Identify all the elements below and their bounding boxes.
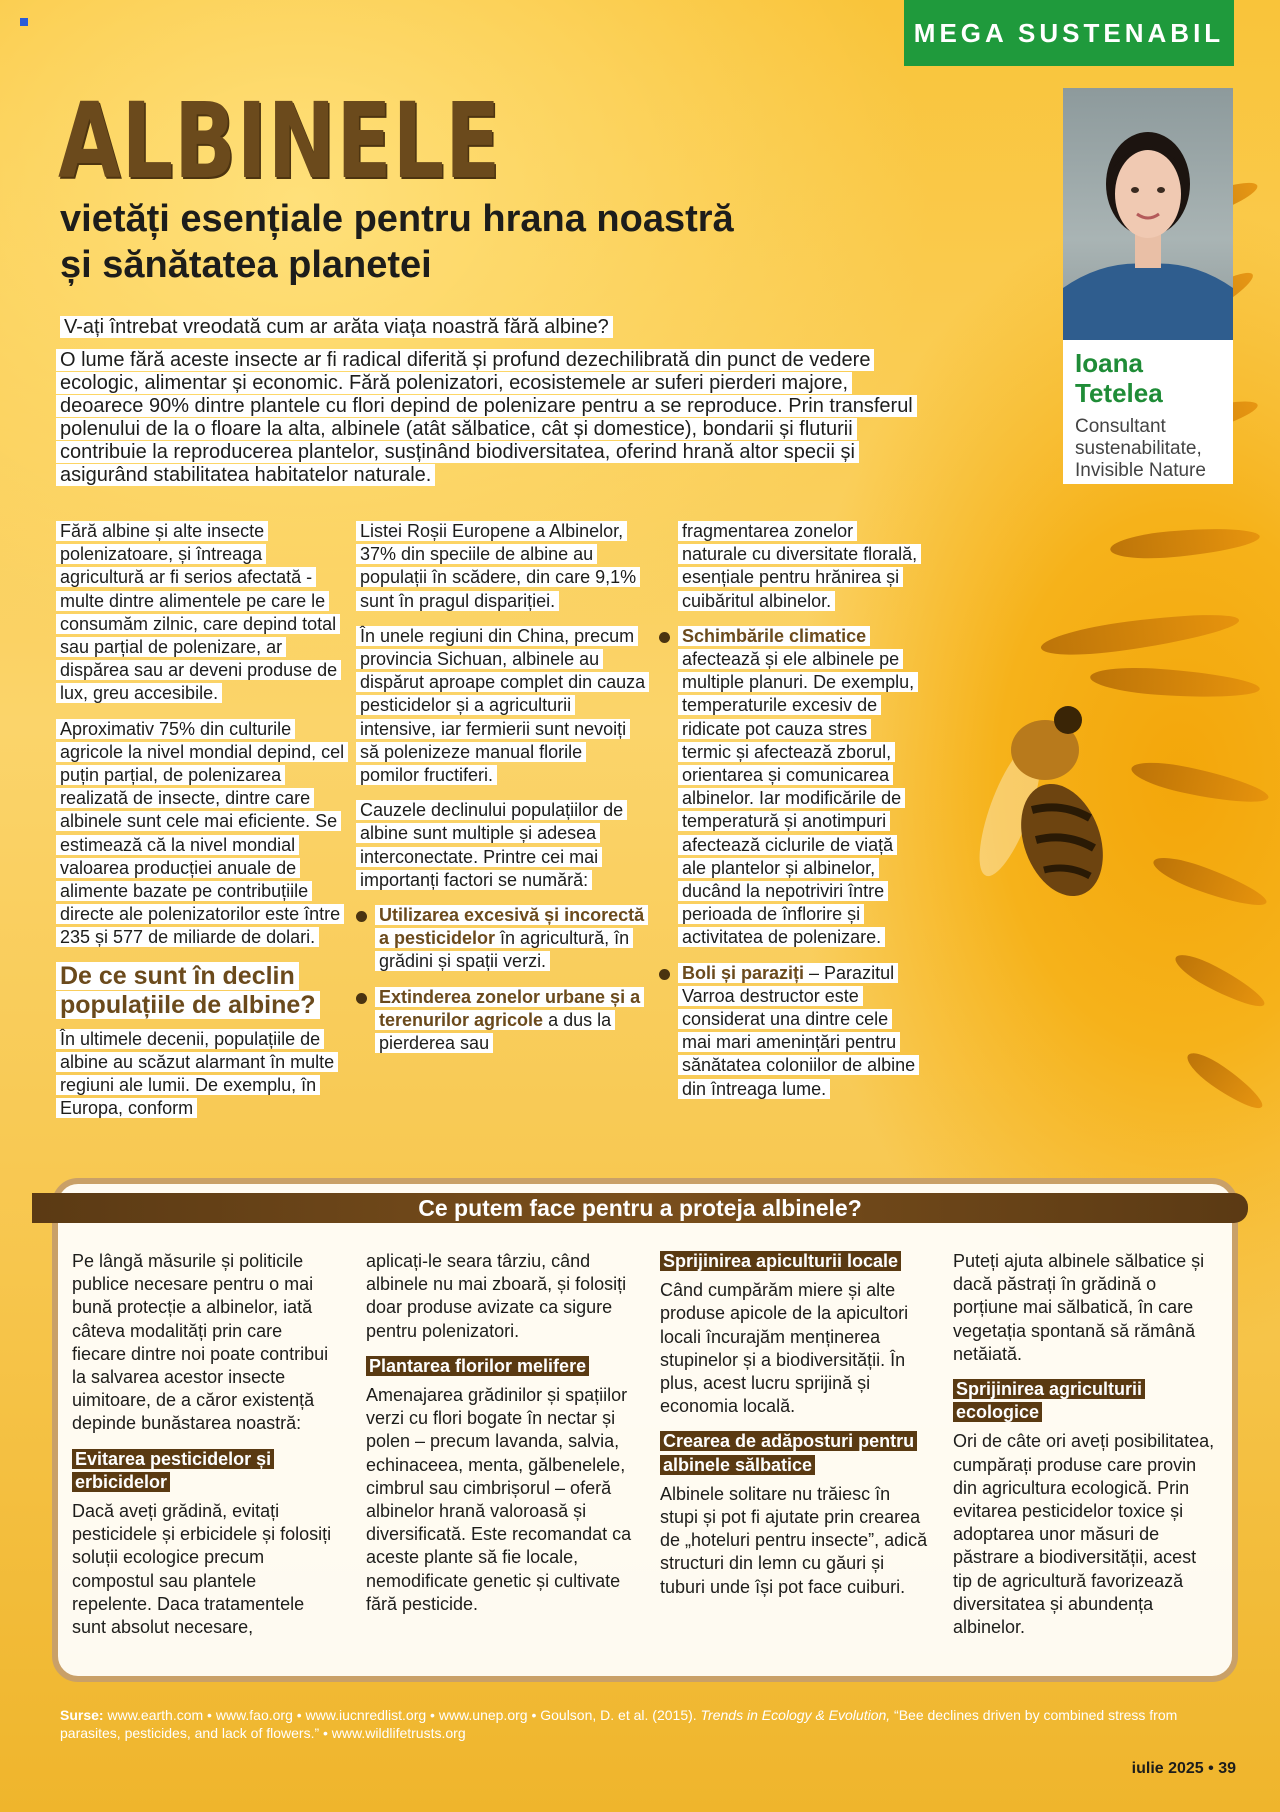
author-role: Consultant sustenabilitate, Invisible Nature [1075,416,1206,481]
page-subtitle: vietăți esențiale pentru hrana noastră și sănătatea planetei [60,198,734,286]
bullet-title: Schimbările climatice [682,625,867,646]
bullet-item [659,625,919,950]
bullet-title: Boli și paraziți [682,962,805,983]
page-title: ALBINELE [58,80,502,202]
paragraph: fragmentarea zonelor naturale cu diversitate florală, esențiale pentru hrănirea și cuibăritul albinelor. [678,521,921,611]
intro-question-text: V-ați întrebat vreodată cum ar arăta viața noastră fără albine? [60,316,613,338]
author-info [1063,340,1233,484]
article-column-2 [356,520,646,1067]
lead-paragraph [56,349,936,487]
tips-box-title: Ce putem face pentru a proteja albinele? [32,1193,1248,1223]
tips-column-3 [660,1250,930,1611]
bullet-title: Extinderea zonelor urbane și a terenurilor agricole [379,986,641,1030]
tip-heading: Evitarea pesticidelor și erbicidelor [72,1449,274,1492]
bullet-item [659,962,919,1101]
tip-heading: Sprijinirea apiculturii locale [660,1251,901,1271]
sources-text: www.earth.com • www.fao.org • www.iucnredlist.org • www.unep.org • Goulson, D. et al. (2015). [103,1707,701,1723]
author-portrait-icon [1063,88,1233,340]
paragraph: Fără albine și alte insecte polenizatoare, și întreaga agricultură ar fi serios afectată - multe dintre alimentele pe care le consumăm zilnic, care depind total sau parțial de polenizare, ar dispărea sau ar deveni produse de lux, greu accesibile. [56,521,341,703]
section-heading: De ce sunt în declin populațiile de albine? [56,962,320,1019]
bullet-text: în agricultură, în grădini și spații verzi. [379,928,630,972]
article-column-3 [659,520,919,1113]
paragraph: Pe lângă măsurile și politicile publice necesare pentru o mai bună protecție a albinelor, iată câteva modalități prin care fiecare dintre noi poate contribui la salvarea acestor insecte uimitoare, de a căror existență depinde bunăstarea noastră: [72,1251,329,1434]
author-name: Ioana Tetelea [1075,348,1163,408]
paragraph: În ultimele decenii, populațiile de albine au scăzut alarmant în multe regiuni ale lumii. De exemplu, în Europa, conform [56,1029,338,1119]
tip-heading: Crearea de adăposturi pentru albinele sălbatice [660,1431,917,1474]
paragraph: Dacă aveți grădină, evitați pesticidele și erbicidele și folosiți soluții ecologice precum compostul sau plantele repelente. Daca tratamentele sunt absolut necesare, [72,1501,332,1638]
paragraph: Ori de câte ori aveți posibilitatea, cumpărați produse care provin din agricultura ecologică. Prin evitarea pesticidelor toxice și adoptarea unor măsuri de păstrare a biodiversității, acest tip de agricultură favorizează diversitatea și abundența albinelor. [953,1431,1215,1638]
paragraph: Când cumpărăm miere și alte produse apicole de la apicultori locali încurajăm menținerea stupinelor și a biodiversității. În plus, acest lucru sprijină și economia locală. [660,1280,909,1417]
paragraph: Albinele solitare nu trăiesc în stupi și pot fi ajutate prin crearea de „hoteluri pentru insecte”, adică structuri din lemn cu găuri și tuburi unde își pot face cuiburi. [660,1483,928,1597]
bullet-text: a dus la pierderea sau [379,1009,612,1054]
bullet-item [356,904,646,974]
page-footer: iulie 2025 • 39 [1131,1760,1236,1777]
tip-heading: Sprijinirea agriculturii ecologice [953,1379,1145,1422]
sources-note [60,1706,1220,1742]
tips-column-4 [953,1250,1215,1651]
sources-label: Surse: [60,1707,104,1723]
author-photo [1063,88,1233,340]
paragraph: Aproximativ 75% din culturile agricole la nivel mondial depind, cel puțin parțial, de polenizarea realizată de insecte, dintre care albinele sunt cele mai eficiente. Se estimează că la nivel mondial valoarea producției anuale de alimente bazate pe contribuțiile directe ale polenizatorilor este între 235 și 577 de miliarde de dolari. [56,719,348,948]
bullet-title: Utilizarea excesivă și incorectă a pesticidelor [379,905,645,949]
paragraph: aplicați-le seara târziu, când albinele nu mai zboară, și folosiți doar produse avizate ca sigure pentru polenizatori. [366,1251,627,1341]
bullet-text: – Parazitul Varroa destructor este considerat una dintre cele mai mari amenințări pentru sănătatea coloniilor de albine din întreaga lume. [682,962,916,1099]
corner-mark [20,18,28,26]
paragraph: În unele regiuni din China, precum provincia Sichuan, albinele au dispărut aproape complet din cauza pesticidelor și a agriculturii intensive, iar fermierii sunt nevoiți să polenizeze manual florile pomilor fructiferi. [356,626,649,785]
sources-journal: Trends in Ecology & Evolution, [700,1707,891,1723]
paragraph: Puteți ajuta albinele sălbatice și dacă păstrați în grădină o porțiune mai sălbatică, în care vegetația spontană să rămână netăiată. [953,1251,1205,1364]
intro-question [60,316,613,339]
paragraph: Amenajarea grădinilor și spațiilor verzi cu flori bogate în nectar și polen – precum lavanda, salvia, echinaceea, menta, gălbenelele, cimbrul sau cimbrișorul – oferă albinelor hrană valoroasă și diversificată. Este recomandat ca aceste plante să fie locale, nemodificate genetic și cultivate fără pesticide. [366,1385,632,1614]
tip-heading: Plantarea florilor melifere [366,1356,589,1376]
tips-column-2 [366,1250,638,1628]
bullet-item [356,986,646,1056]
paragraph: Listei Roșii Europene a Albinelor, 37% din speciile de albine au populații în scădere, din care 9,1% sunt în pragul dispariției. [356,521,640,611]
sources-text-2: “Bee declines driven by combined stress from parasites, pesticides, and lack of flowers.” • www.wildlifetrusts.org [60,1707,1178,1741]
bee-illustration [950,690,1110,930]
author-card [1063,88,1233,484]
lead-text: O lume fără aceste insecte ar fi radical diferită și profund dezechilibrată din punct de vedere ecologic, alimentar și economic. Fără polenizatori, ecosistemele ar suferi pierderi majore, deoarece 90% dintre plantele cu flori depind de polenizare pentru a se reproduce. Prin transferul polenului de la o floare la alta, albinele (atât sălbatice, cât și domestice), bondarii și fluturii contribuie la reproducerea plantelor, susținând biodiversitatea, oferind hrană altor specii și asigurând stabilitatea habitatelor naturale. [56,349,917,486]
bullet-text: afectează și ele albinele pe multiple planuri. De exemplu, temperaturile excesiv de ridicate pot cauza stres termic și afectează zborul, orientarea și comunicarea albinelor. Iar modificările de temperatură și anotimpuri afectează ciclurile de viață ale plantelor și albinelor, ducând la nepotriviri între perioada de înflorire și activitatea de polenizare. [682,649,915,948]
article-column-1 [56,520,348,1132]
section-badge: MEGA SUSTENABIL [904,0,1234,66]
tips-column-1 [72,1250,332,1651]
paragraph: Cauzele declinului populațiilor de albine sunt multiple și adesea interconectate. Printre cei mai importanți factori se numără: [356,800,627,890]
